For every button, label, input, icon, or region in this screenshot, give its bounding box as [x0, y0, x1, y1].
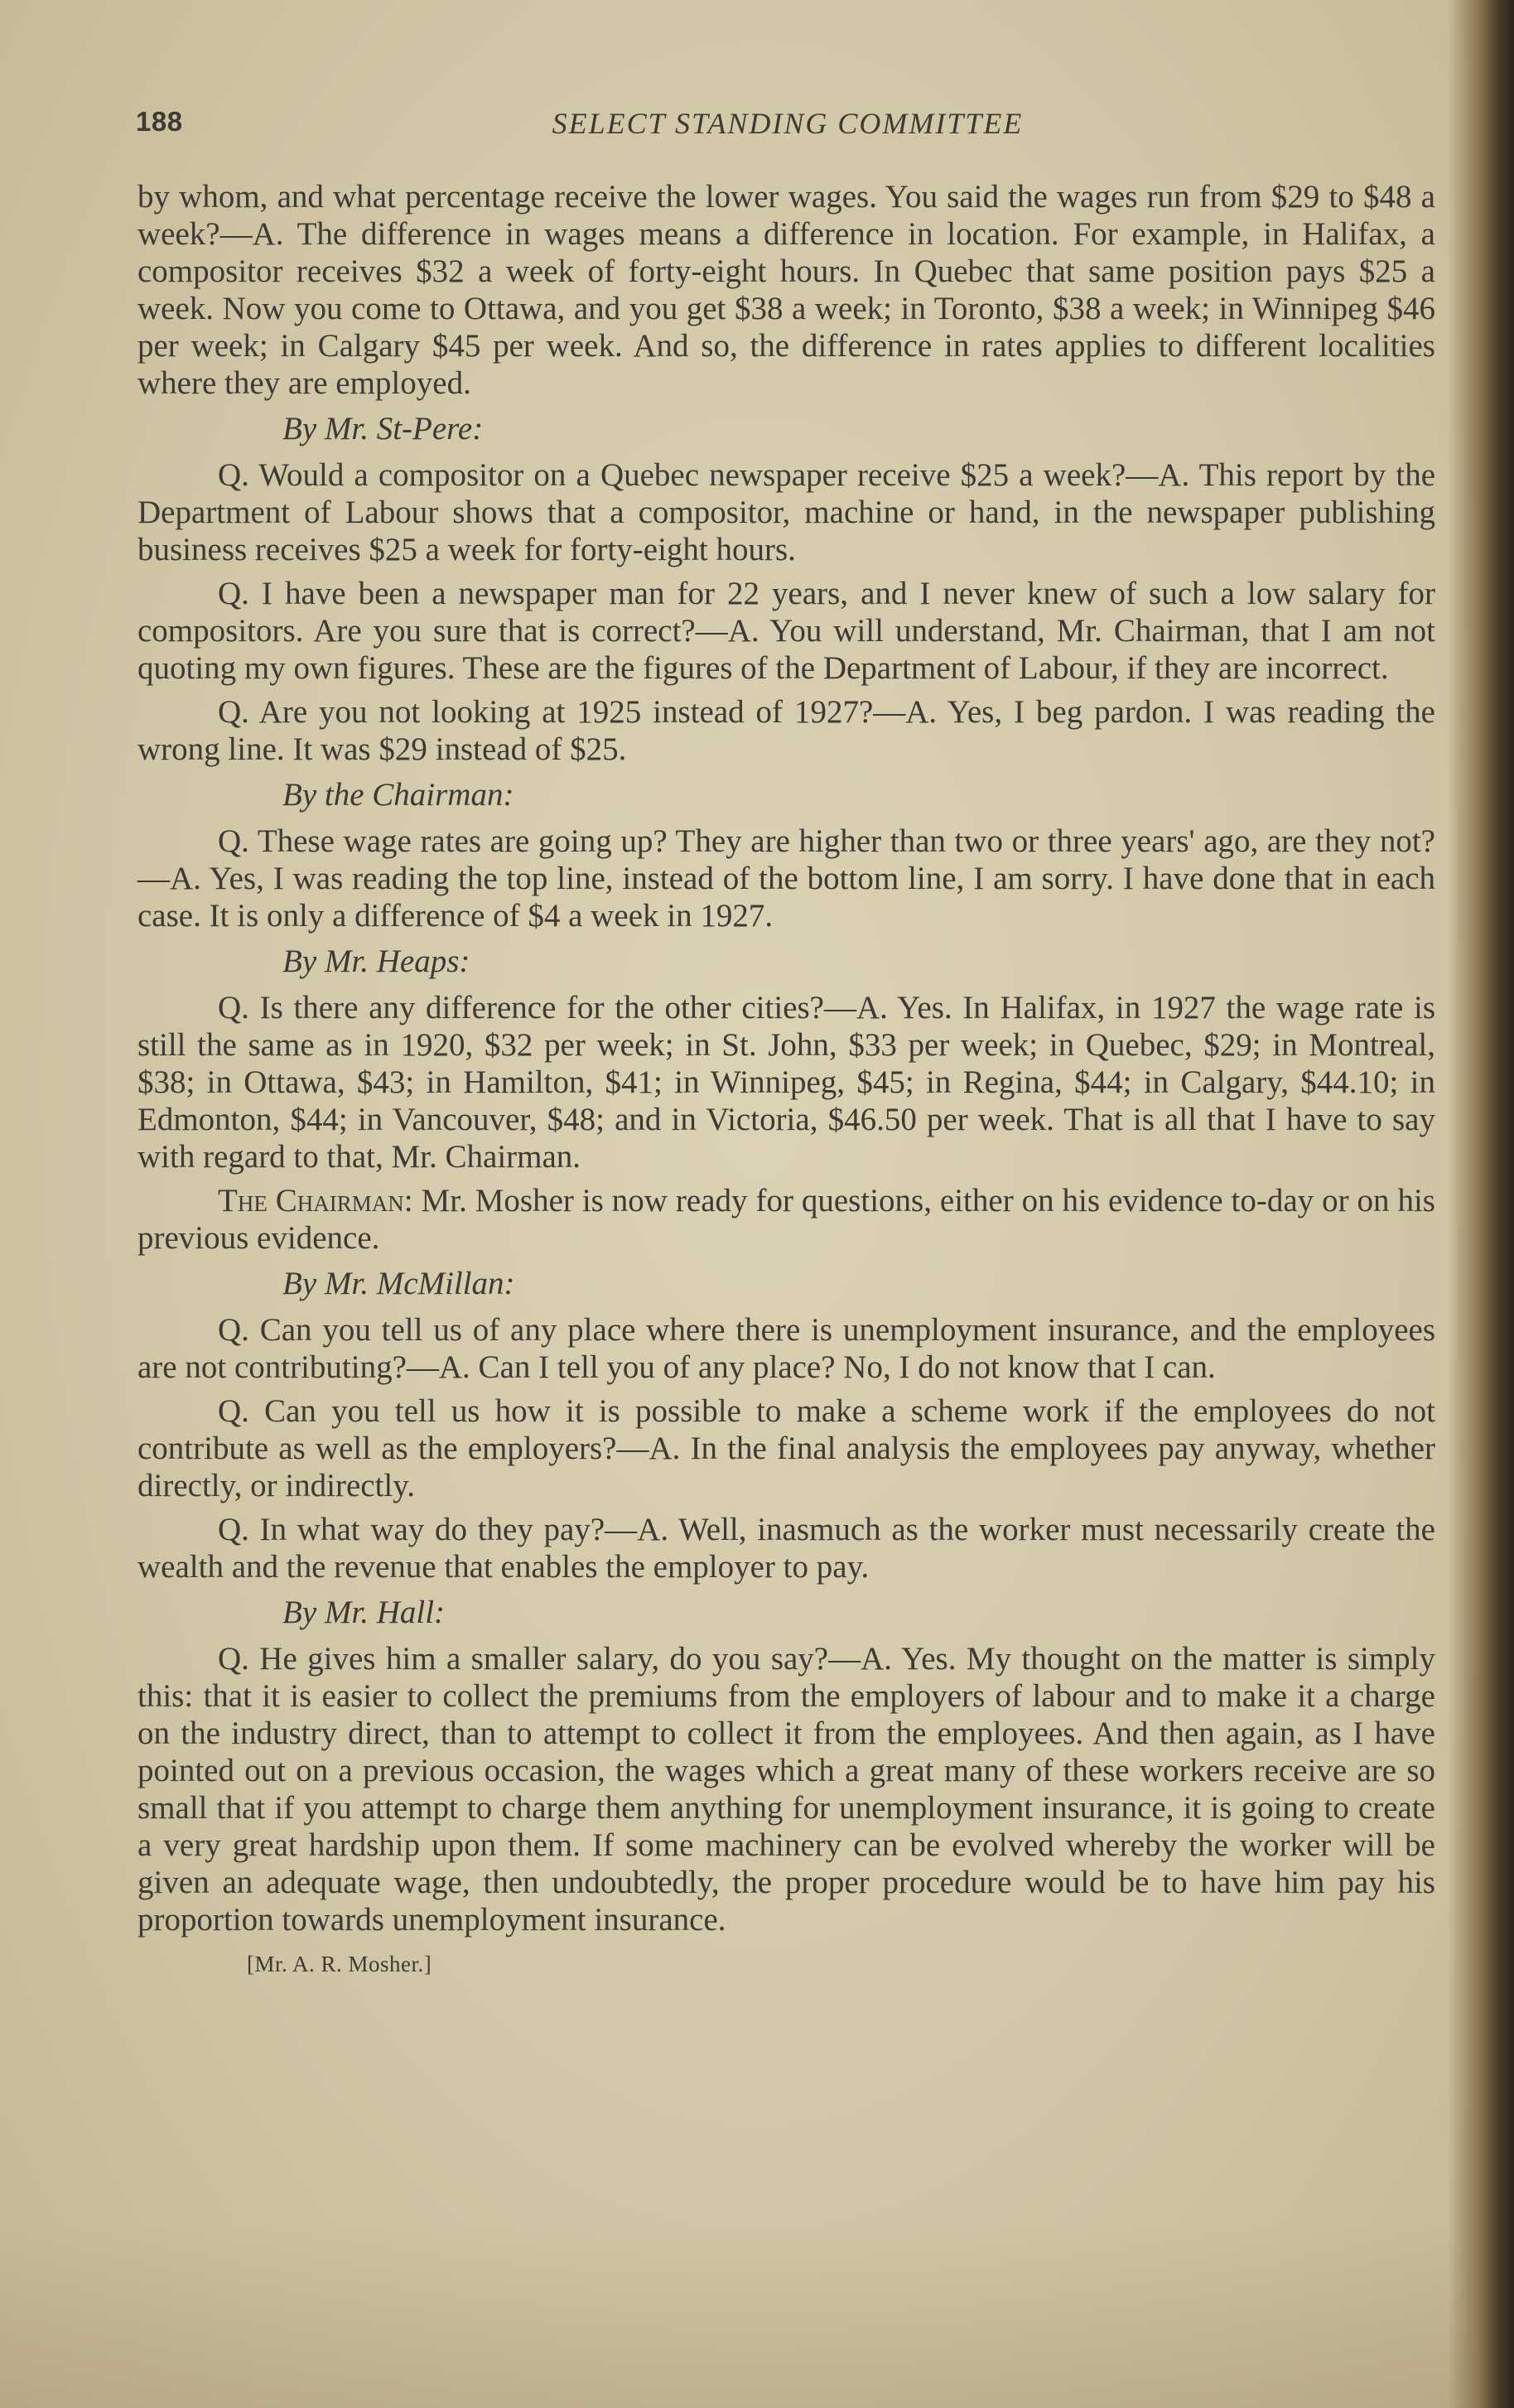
page-number: 188 [136, 106, 183, 137]
page-header [136, 106, 1439, 152]
book-binding-edge [1448, 0, 1514, 2408]
speaker-heading: By Mr. Hall: [282, 1595, 446, 1630]
speaker-heading: By the Chairman: [282, 777, 514, 813]
speaker-heading: By Mr. Heaps: [282, 943, 470, 979]
paragraph: Q. These wage rates are going up? They are higher than two or three years' ago, are they not?—A. Yes, I was reading the top line, instead of the bottom line, I am sorry. I have done that in each case. It is only a difference of $4 a week in 1927. [137, 823, 1435, 934]
paragraph: Q. Are you not looking at 1925 instead of 1927?—A. Yes, I beg pardon. I was reading the wrong line. It was $29 instead of $25. [137, 694, 1435, 767]
speaker-heading: By Mr. McMillan: [282, 1266, 515, 1301]
paragraph: Q. I have been a newspaper man for 22 years, and I never knew of such a low salary for compositors. Are you sure that is correct?—A. You will understand, Mr. Chairman, that I am not quoting my own figures. These are the figures of the Department of Labour, if they are incorrect. [137, 576, 1435, 686]
page-shadow [0, 2226, 1514, 2408]
paragraph: Q. In what way do they pay?—A. Well, inasmuch as the worker must necessarily create the wealth and the revenue that enables the employer to pay. [137, 1512, 1435, 1585]
paragraph: Q. Would a compositor on a Quebec newspaper receive $25 a week?—A. This report by the Department of Labour shows that a compositor, machine or hand, in the newspaper publishing business receives $25 a week for forty-eight hours. [137, 457, 1435, 567]
speaker-heading: By Mr. St-Pere: [282, 411, 484, 446]
running-head: SELECT STANDING COMMITTEE [552, 107, 1024, 140]
paragraph-text: Mr. Mosher is now ready for questions, either on his evidence to-day or on his previous evidence. [137, 1183, 1435, 1256]
paragraph: Q. Is there any difference for the other cities?—A. Yes. In Halifax, in 1927 the wage rate is still the same as in 1920, $32 per week; in St. John, $33 per week; in Quebec, $29; in Montreal, $38; in Ottawa, $43; in Hamilton, $41; in Winnipeg, $45; in Regina, $44; in Calgary, $44.10; in Edmonton, $44; in Vancouver, $48; and in Victoria, $46.50 per week. That is all that I have to say with regard to that, Mr. Chairman. [137, 990, 1435, 1175]
paragraph: Q. Can you tell us of any place where there is unemployment insurance, and the employees are not contributing?—A. Can I tell you of any place? No, I do not know that I can. [137, 1312, 1435, 1385]
paragraph [137, 1182, 1435, 1257]
paragraph: Q. Can you tell us how it is possible to make a scheme work if the employees do not contribute as well as the employers?—A. In the final analysis the employees pay anyway, whether directly, or indirectly. [137, 1393, 1435, 1503]
chairman-label: The Chairman: [218, 1183, 413, 1218]
paragraph: Q. He gives him a smaller salary, do you say?—A. Yes. My thought on the matter is simply this: that it is easier to collect the premiums from the employers of labour and to make it a charge on the industry direct, than to attempt to collect it from the employees. And then again, as I have pointed out on a previous occasion, the wages which a great many of these workers receive are so small that if you attempt to charge them anything for unemployment insurance, it is going to create a very great hardship upon them. If some machinery can be evolved whereby the worker will be given an adequate wage, then undoubtedly, the proper procedure would be to have him pay his proportion towards unemployment insurance. [137, 1641, 1435, 1937]
page-body [137, 178, 1435, 1978]
paragraph: by whom, and what percentage receive the lower wages. You said the wages run from $29 to $48 a week?—A. The difference in wages means a difference in location. For example, in Halifax, a compositor receives $32 a week of forty-eight hours. In Quebec that same position pays $25 a week. Now you come to Ottawa, and you get $38 a week; in Toronto, $38 a week; in Winnipeg $46 per week; in Calgary $45 per week. And so, the difference in rates applies to different localities where they are employed. [137, 179, 1435, 401]
witness-note: [Mr. A. R. Mosher.] [247, 1952, 432, 1976]
